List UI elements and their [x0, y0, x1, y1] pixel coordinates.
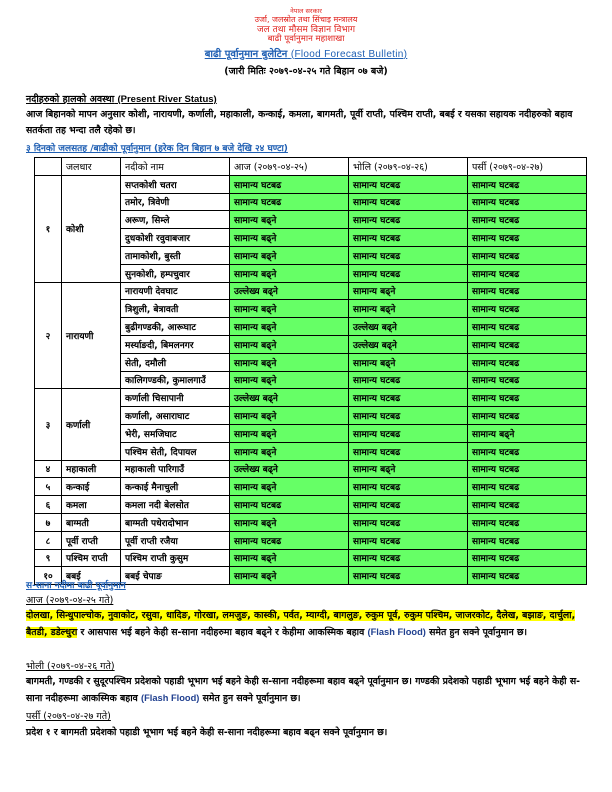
table-row	[35, 478, 587, 496]
small-rivers-today-text	[26, 608, 592, 641]
forecast-today: सामान्य बढ्ने	[230, 567, 349, 585]
table-header-row	[35, 158, 587, 176]
forecast-tomorrow: सामान्य बढ्ने	[349, 353, 468, 371]
river-name: बाग्मती पधेरादोभान	[121, 513, 230, 531]
river-name: नारायणी देवघाट	[121, 282, 230, 300]
small-rivers-dayafter-text: प्रदेश १ र बागमती प्रदेशको पहाडी भूभाग भई बहने केही स-साना नदीहरूमा बहाव बढ्न सक्ने पूर्वानुमान छ।	[26, 727, 388, 738]
forecast-tomorrow: सामान्य घटबढ	[349, 531, 468, 549]
basin-name: कोशी	[62, 175, 121, 282]
issue-date: (जारी मितिः २०७९-०४-२५ गते बिहान ०७ बजे)	[224, 65, 388, 77]
forecast-table-body	[35, 175, 587, 584]
river-name: कालिगण्डकी, कुमालगाउँ	[121, 371, 230, 389]
forecast-dayafter: सामान्य घटबढ	[468, 513, 587, 531]
header-tomorrow: भोलि (२०७९-०४-२६)	[349, 158, 468, 176]
forecast-today: सामान्य बढ्ने	[230, 318, 349, 336]
header-basin: जलधार	[62, 158, 121, 176]
basin-name: महाकाली	[62, 460, 121, 478]
forecast-today: सामान्य घटबढ	[230, 496, 349, 514]
basin-name: कन्काई	[62, 478, 121, 496]
river-name: कमला नदी बेलसोत	[121, 496, 230, 514]
forecast-tomorrow: सामान्य घटबढ	[349, 389, 468, 407]
forecast-tomorrow: सामान्य घटबढ	[349, 567, 468, 585]
forecast-dayafter: सामान्य घटबढ	[468, 193, 587, 211]
forecast-today: सामान्य बढ्ने	[230, 371, 349, 389]
basin-number: ९	[35, 549, 62, 567]
forecast-today: सामान्य घटबढ	[230, 531, 349, 549]
forecast-tomorrow: सामान्य घटबढ	[349, 549, 468, 567]
forecast-today: सामान्य बढ्ने	[230, 211, 349, 229]
forecast-dayafter: सामान्य घटबढ	[468, 442, 587, 460]
small-rivers-tomorrow-label: भोली (२०७९-०४-२६ गते)	[26, 661, 115, 672]
forecast-today: सामान्य बढ्ने	[230, 353, 349, 371]
river-name: कर्णाली चिसापानी	[121, 389, 230, 407]
small-rivers-dayafter-label: पर्सी (२०७९-०४-२७ गते)	[26, 711, 111, 722]
basin-name: बबई	[62, 567, 121, 585]
tomorrow-text-part1: बागमती, गण्डकी र सुदूरपश्चिम प्रदेशको पहाडी भूभाग भई बहने केही स-साना नदीहरूमा बहाव बढ्ने पूर्वानुमान छ। गण्डकी प्रदेशको पहाडी भूभाग भई बहने केही स-साना नदीहरूमा आकस्मिक बहाव	[26, 676, 580, 704]
river-name: सप्तकोशी चतरा	[121, 175, 230, 193]
forecast-tomorrow: सामान्य घटबढ	[349, 496, 468, 514]
forecast-today: सामान्य बढ्ने	[230, 442, 349, 460]
present-status-heading	[26, 92, 217, 105]
forecast-dayafter: सामान्य घटबढ	[468, 175, 587, 193]
forecast-dayafter: सामान्य घटबढ	[468, 549, 587, 567]
forecast-today: सामान्य बढ्ने	[230, 513, 349, 531]
basin-number: ३	[35, 389, 62, 460]
river-name: बबई चेपाङ	[121, 567, 230, 585]
bulletin-title-np: बाढी पूर्वानुमान बुलेटिन	[204, 48, 288, 60]
header-dayafter: पर्सी (२०७९-०४-२७)	[468, 158, 587, 176]
forecast-dayafter: सामान्य घटबढ	[468, 264, 587, 282]
river-name: तमोर, त्रिवेणी	[121, 193, 230, 211]
forecast-dayafter: सामान्य घटबढ	[468, 371, 587, 389]
bulletin-title-en: (Flood Forecast Bulletin)	[290, 48, 408, 60]
forecast-today: सामान्य बढ्ने	[230, 407, 349, 425]
basin-number: ६	[35, 496, 62, 514]
river-name: अरूण, सिम्ले	[121, 211, 230, 229]
forecast-tomorrow: सामान्य बढ्ने	[349, 300, 468, 318]
forecast-dayafter: सामान्य घटबढ	[468, 389, 587, 407]
forecast-tomorrow: सामान्य घटबढ	[349, 513, 468, 531]
forecast-today: सामान्य बढ्ने	[230, 424, 349, 442]
forecast-dayafter: सामान्य घटबढ	[468, 318, 587, 336]
bulletin-header	[0, 8, 612, 77]
today-text-part1: र आसपास भई बहने केही स-साना नदीहरुमा बहाव बढ्ने र केहीमा आकस्मिक बहाव	[77, 627, 368, 638]
forecast-tomorrow: उल्लेख्य बढ्ने	[349, 335, 468, 353]
bulletin-title	[0, 46, 612, 60]
department-name: जल तथा मौसम विज्ञान विभाग	[256, 24, 356, 35]
table-row	[35, 460, 587, 478]
river-name: सेती, दमौली	[121, 353, 230, 371]
forecast-today: सामान्य बढ्ने	[230, 549, 349, 567]
forecast-tomorrow: उल्लेख्य बढ्ने	[349, 318, 468, 336]
forecast-today: सामान्य घटबढ	[230, 175, 349, 193]
forecast-tomorrow: सामान्य घटबढ	[349, 175, 468, 193]
header-river: नदीको नाम	[121, 158, 230, 176]
government-name: नेपाल सरकार	[290, 7, 322, 15]
header-num	[35, 158, 62, 176]
table-row	[35, 175, 587, 193]
forecast-today: सामान्य बढ्ने	[230, 246, 349, 264]
basin-name: बाग्मती	[62, 513, 121, 531]
flash-flood-term: (Flash Flood)	[141, 693, 200, 703]
forecast-table-caption[interactable]: ३ दिनको जलसतह /बाढीको पूर्वानुमान (हरेक दिन बिहान ७ बजे देखि २४ घण्टा)	[26, 144, 288, 154]
forecast-today: सामान्य बढ्ने	[230, 300, 349, 318]
present-status-heading-en: (Present River Status)	[117, 94, 217, 105]
forecast-dayafter: सामान्य घटबढ	[468, 496, 587, 514]
river-name: कर्णाली, असाराघाट	[121, 407, 230, 425]
forecast-today: उल्लेख्य बढ्ने	[230, 460, 349, 478]
forecast-tomorrow: सामान्य बढ्ने	[349, 282, 468, 300]
forecast-dayafter: सामान्य घटबढ	[468, 531, 587, 549]
forecast-today: उल्लेख्य बढ्ने	[230, 389, 349, 407]
river-name: पश्चिम सेती, दिपायल	[121, 442, 230, 460]
forecast-dayafter: सामान्य घटबढ	[468, 353, 587, 371]
basin-number: १	[35, 175, 62, 282]
basin-name: कमला	[62, 496, 121, 514]
river-name: दुधकोशी रवुवाबजार	[121, 229, 230, 247]
river-name: त्रिशुली, बेत्रावती	[121, 300, 230, 318]
forecast-tomorrow: सामान्य घटबढ	[349, 424, 468, 442]
basin-number: ५	[35, 478, 62, 496]
table-row	[35, 549, 587, 567]
ministry-name: उर्जा, जलस्रोत तथा सिंचाइ मन्त्रालय	[254, 15, 358, 25]
forecast-today: सामान्य बढ्ने	[230, 264, 349, 282]
forecast-tomorrow: सामान्य बढ्ने	[349, 460, 468, 478]
small-rivers-heading[interactable]: स-साना नदीमा बाढी पूर्वानुमान	[26, 581, 126, 591]
river-name: महाकाली पारिगाउँ	[121, 460, 230, 478]
forecast-dayafter: सामान्य घटबढ	[468, 335, 587, 353]
basin-name: पश्चिम राप्ती	[62, 549, 121, 567]
forecast-tomorrow: सामान्य घटबढ	[349, 407, 468, 425]
forecast-tomorrow: सामान्य घटबढ	[349, 211, 468, 229]
flash-flood-term: (Flash Flood)	[367, 627, 426, 637]
forecast-today: उल्लेख्य बढ्ने	[230, 282, 349, 300]
forecast-dayafter: सामान्य घटबढ	[468, 229, 587, 247]
forecast-today: सामान्य बढ्ने	[230, 335, 349, 353]
river-name: पूर्वी राप्ती रजैया	[121, 531, 230, 549]
small-rivers-today-label: आज (२०७९-०४-२५ गते)	[26, 595, 114, 606]
table-row	[35, 531, 587, 549]
forecast-tomorrow: सामान्य घटबढ	[349, 246, 468, 264]
basin-number: ७	[35, 513, 62, 531]
forecast-tomorrow: सामान्य घटबढ	[349, 229, 468, 247]
small-rivers-tomorrow-text	[26, 674, 592, 707]
forecast-dayafter: सामान्य घटबढ	[468, 282, 587, 300]
forecast-dayafter: सामान्य घटबढ	[468, 478, 587, 496]
basin-number: ४	[35, 460, 62, 478]
table-row	[35, 282, 587, 300]
river-name: सुनकोशी, हम्पचुवार	[121, 264, 230, 282]
forecast-dayafter: सामान्य बढ्ने	[468, 424, 587, 442]
header-today: आज (२०७९-०४-२५)	[230, 158, 349, 176]
forecast-dayafter: सामान्य घटबढ	[468, 211, 587, 229]
division-name: बाढी पूर्वानुमान महाशाखा	[267, 34, 345, 44]
table-row	[35, 513, 587, 531]
river-name: कन्काई मैनाचुली	[121, 478, 230, 496]
forecast-dayafter: सामान्य घटबढ	[468, 407, 587, 425]
forecast-tomorrow: सामान्य घटबढ	[349, 442, 468, 460]
forecast-tomorrow: सामान्य घटबढ	[349, 371, 468, 389]
present-status-heading-np: नदीहरुको हालको अवस्था	[26, 94, 115, 105]
forecast-today: सामान्य बढ्ने	[230, 478, 349, 496]
highlighted-districts: दोलखा, सिन्धुपाल्चोक, नुवाकोट, रसुवा, धादिङ, गोरखा, लमजुङ, कास्की, पर्वत, म्याग्दी, बागलुङ, रुकुम पूर्व, रुकुम पश्चिम, जाजरकोट, दैलेख, बझाङ, दार्चुला, बैतडी, डडेल्धुरा	[26, 610, 576, 638]
forecast-tomorrow: सामान्य घटबढ	[349, 193, 468, 211]
basin-number: १०	[35, 567, 62, 585]
table-row	[35, 496, 587, 514]
forecast-dayafter: सामान्य घटबढ	[468, 246, 587, 264]
forecast-tomorrow: सामान्य घटबढ	[349, 264, 468, 282]
forecast-today: सामान्य बढ्ने	[230, 229, 349, 247]
river-name: मर्स्याङदी, बिमलनगर	[121, 335, 230, 353]
river-name: पश्चिम राप्ती कुसुम	[121, 549, 230, 567]
today-text-part2: समेत हुन सक्ने पूर्वानुमान छ।	[425, 627, 528, 638]
tomorrow-text-part2: समेत हुन सक्ने पूर्वानुमान छ।	[199, 693, 301, 704]
present-status-text: आज बिहानको मापन अनुसार कोशी, नारायणी, कर्णाली, महाकाली, कन्काई, कमला, बागमती, पूर्वी राप्ती, पश्चिम राप्ती, बबई र यसका सहायक नदीहरुको बहाव सतर्कता तह भन्दा तलै रहेको छ।	[26, 109, 573, 136]
forecast-dayafter: सामान्य घटबढ	[468, 300, 587, 318]
basin-name: पूर्वी राप्ती	[62, 531, 121, 549]
forecast-tomorrow: सामान्य घटबढ	[349, 478, 468, 496]
river-name: बुढीगण्डकी, आरूघाट	[121, 318, 230, 336]
table-row	[35, 389, 587, 407]
basin-name: नारायणी	[62, 282, 121, 389]
forecast-dayafter: सामान्य घटबढ	[468, 460, 587, 478]
basin-name: कर्णाली	[62, 389, 121, 460]
forecast-today: सामान्य घटबढ	[230, 193, 349, 211]
forecast-table	[34, 157, 587, 585]
forecast-dayafter: सामान्य घटबढ	[468, 567, 587, 585]
basin-number: २	[35, 282, 62, 389]
river-name: भेरी, समजिघाट	[121, 424, 230, 442]
river-name: तामाकोशी, बुस्ती	[121, 246, 230, 264]
basin-number: ८	[35, 531, 62, 549]
